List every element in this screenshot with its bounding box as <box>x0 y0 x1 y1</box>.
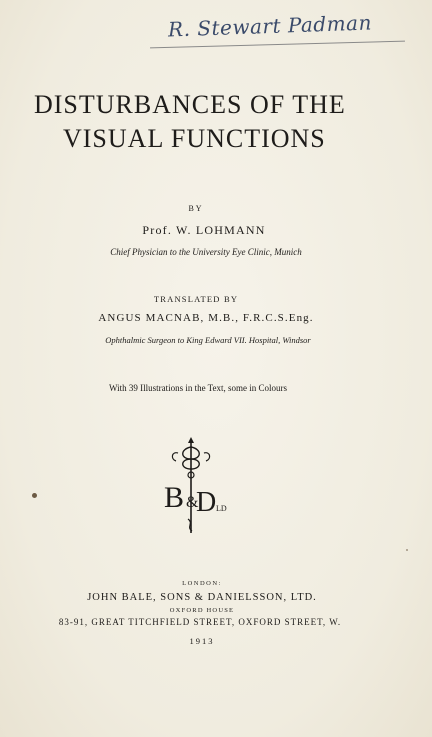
publisher-logo <box>158 437 228 537</box>
svg-text:D: D <box>196 487 217 518</box>
illustrations-note: With 39 Illustrations in the Text, some in Colours <box>108 383 288 393</box>
translator-role: Ophthalmic Surgeon to King Edward VII. Hospital, Windsor <box>105 335 311 345</box>
title-line-2: VISUAL FUNCTIONS <box>63 124 326 153</box>
imprint-house: OXFORD HOUSE <box>169 607 235 614</box>
by-label: BY <box>188 204 204 213</box>
paper-spot <box>406 549 408 551</box>
author-name: Prof. W. LOHMANN <box>142 223 266 237</box>
imprint-city: LONDON: <box>182 580 222 587</box>
signature-underline <box>150 41 405 49</box>
translated-by-label: TRANSLATED BY <box>153 294 239 304</box>
imprint-address: 83-91, GREAT TITCHFIELD STREET, OXFORD STREET, W. <box>58 617 342 627</box>
paper-spot <box>32 493 37 498</box>
book-title <box>28 88 408 156</box>
svg-text:&: & <box>186 494 199 511</box>
handwritten-signature: R. Stewart Padman <box>167 10 373 42</box>
svg-text:LD: LD <box>216 504 227 513</box>
svg-text:B: B <box>164 481 185 514</box>
author-role: Chief Physician to the University Eye Clinic, Munich <box>110 247 302 257</box>
imprint-year: 1913 <box>189 636 215 646</box>
imprint-publisher: JOHN BALE, SONS & DANIELSSON, LTD. <box>87 592 317 603</box>
title-line-1: DISTURBANCES OF THE <box>34 90 346 119</box>
translator-name: ANGUS MACNAB, M.B., F.R.C.S.Eng. <box>98 312 314 324</box>
